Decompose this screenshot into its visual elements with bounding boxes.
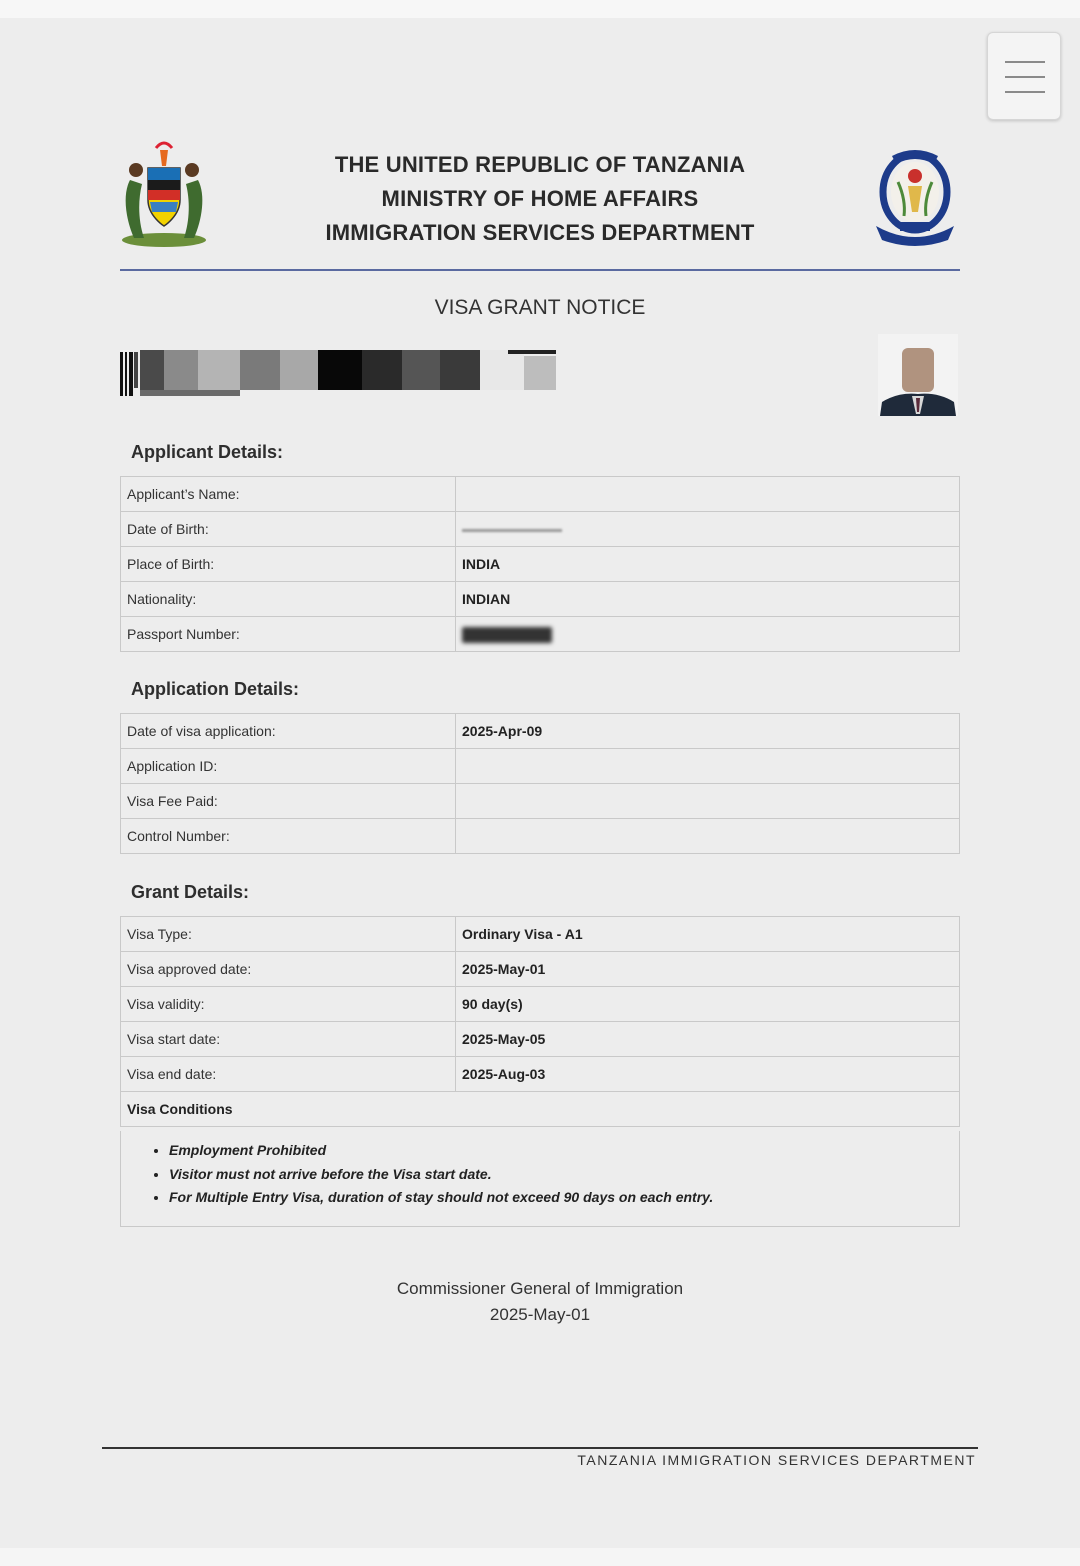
table-row bbox=[121, 819, 960, 854]
visa-conditions-title: Visa Conditions bbox=[121, 1092, 960, 1127]
visa-start-date-label: Visa start date: bbox=[121, 1022, 456, 1057]
visa-approved-date-label: Visa approved date: bbox=[121, 952, 456, 987]
control-number-label: Control Number: bbox=[121, 819, 456, 854]
grant-details-title: Grant Details: bbox=[131, 882, 250, 902]
bottom-bar bbox=[0, 1548, 1080, 1566]
application-date-value: 2025-Apr-09 bbox=[456, 714, 960, 749]
applicant-details-table bbox=[120, 476, 960, 652]
table-row bbox=[121, 1022, 960, 1057]
header-divider bbox=[120, 269, 960, 271]
table-row bbox=[121, 582, 960, 617]
passport-number-label: Passport Number: bbox=[121, 617, 456, 652]
condition-item: • Employment Prohibited bbox=[169, 1139, 959, 1163]
redacted-value bbox=[462, 627, 552, 643]
applicant-name-value bbox=[456, 477, 960, 512]
date-of-birth-label: Date of Birth: bbox=[121, 512, 456, 547]
nationality-label: Nationality: bbox=[121, 582, 456, 617]
visa-conditions-list bbox=[121, 1139, 959, 1210]
visa-end-date-value: 2025-Aug-03 bbox=[456, 1057, 960, 1092]
coat-of-arms-emblem bbox=[116, 140, 212, 250]
visa-validity-label: Visa validity: bbox=[121, 987, 456, 1022]
top-bar bbox=[0, 0, 1080, 18]
table-row bbox=[121, 987, 960, 1022]
condition-item: • For Multiple Entry Visa, duration of stay should not exceed 90 days on each entry. bbox=[169, 1186, 959, 1210]
control-number-value bbox=[456, 819, 960, 854]
menu-line bbox=[1005, 61, 1045, 63]
table-row bbox=[121, 749, 960, 784]
header-ministry: MINISTRY OF HOME AFFAIRS bbox=[381, 186, 699, 211]
table-row bbox=[121, 547, 960, 582]
header-country: THE UNITED REPUBLIC OF TANZANIA bbox=[334, 152, 746, 177]
signature-block bbox=[340, 1276, 740, 1328]
place-of-birth-value: INDIA bbox=[456, 547, 960, 582]
menu-line bbox=[1005, 91, 1045, 93]
table-row bbox=[121, 1057, 960, 1092]
application-details-table bbox=[120, 713, 960, 854]
visa-end-date-label: Visa end date: bbox=[121, 1057, 456, 1092]
applicant-name-label: Applicant’s Name: bbox=[121, 477, 456, 512]
visa-fee-value bbox=[456, 784, 960, 819]
visa-conditions-box bbox=[120, 1131, 960, 1227]
applicant-photo bbox=[878, 334, 958, 416]
header-department: IMMIGRATION SERVICES DEPARTMENT bbox=[325, 220, 755, 245]
document-header bbox=[270, 148, 810, 250]
immigration-crest-emblem bbox=[868, 142, 962, 250]
table-row bbox=[121, 512, 960, 547]
nationality-value: INDIAN bbox=[456, 582, 960, 617]
signatory-title: Commissioner General of Immigration bbox=[396, 1279, 684, 1298]
place-of-birth-label: Place of Birth: bbox=[121, 547, 456, 582]
condition-item: • Visitor must not arrive before the Visa start date. bbox=[169, 1163, 959, 1187]
visa-type-value: Ordinary Visa - A1 bbox=[456, 917, 960, 952]
table-row bbox=[121, 952, 960, 987]
redacted-value bbox=[462, 529, 562, 532]
menu-line bbox=[1005, 76, 1045, 78]
hamburger-menu-button[interactable] bbox=[987, 32, 1061, 120]
visa-type-label: Visa Type: bbox=[121, 917, 456, 952]
table-row bbox=[121, 1092, 960, 1127]
signature-date: 2025-May-01 bbox=[489, 1305, 591, 1324]
footer-divider bbox=[102, 1447, 978, 1449]
table-row bbox=[121, 477, 960, 512]
table-row bbox=[121, 714, 960, 749]
application-id-value bbox=[456, 749, 960, 784]
passport-number-value bbox=[456, 617, 960, 652]
notice-title: VISA GRANT NOTICE bbox=[434, 296, 646, 319]
grant-details-table bbox=[120, 916, 960, 1127]
applicant-details-title: Applicant Details: bbox=[131, 442, 284, 462]
table-row bbox=[121, 917, 960, 952]
table-row bbox=[121, 617, 960, 652]
application-id-label: Application ID: bbox=[121, 749, 456, 784]
application-details-title: Application Details: bbox=[131, 679, 300, 699]
redacted-barcode bbox=[120, 350, 556, 398]
table-row bbox=[121, 784, 960, 819]
visa-validity-value: 90 day(s) bbox=[456, 987, 960, 1022]
application-date-label: Date of visa application: bbox=[121, 714, 456, 749]
footer-text: TANZANIA IMMIGRATION SERVICES DEPARTMENT bbox=[577, 1452, 976, 1468]
date-of-birth-value bbox=[456, 512, 960, 547]
visa-approved-date-value: 2025-May-01 bbox=[456, 952, 960, 987]
visa-start-date-value: 2025-May-05 bbox=[456, 1022, 960, 1057]
visa-fee-label: Visa Fee Paid: bbox=[121, 784, 456, 819]
